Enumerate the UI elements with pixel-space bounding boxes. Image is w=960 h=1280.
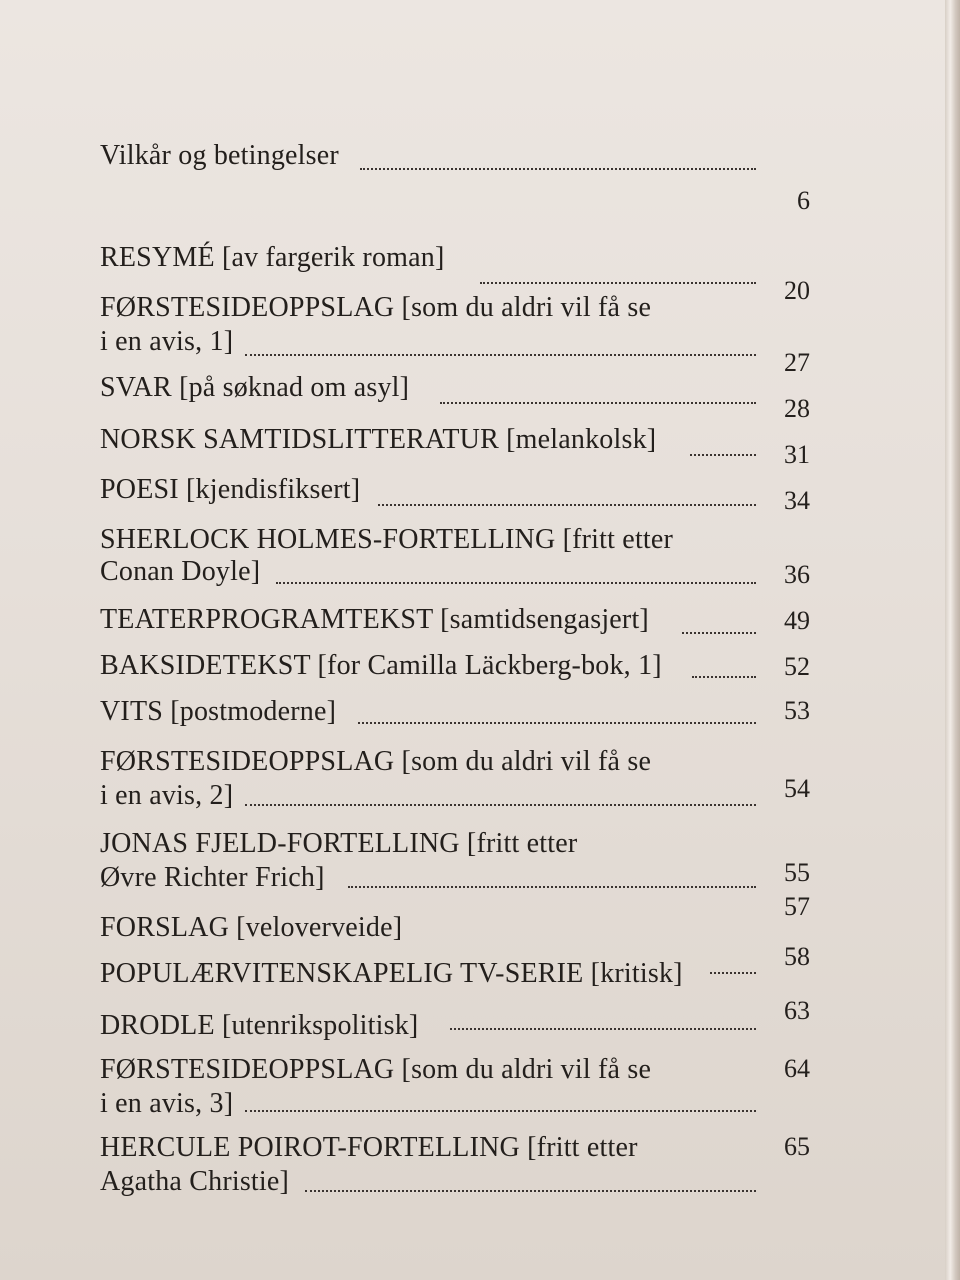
toc-entry-page-number: 20 [784, 276, 810, 305]
page-edge [945, 0, 960, 1280]
toc-entry [100, 474, 810, 520]
dot-leader [245, 804, 756, 806]
toc-entry-title: NORSK SAMTIDSLITTERATUR [melankolsk] [100, 424, 657, 455]
toc-entry-page-number: 6 [797, 186, 810, 215]
toc-entry [100, 746, 810, 826]
toc-entry-page-number: 28 [784, 394, 810, 423]
toc-entry-title: FØRSTESIDEOPPSLAG [som du aldri vil få se [100, 292, 652, 323]
dot-leader [710, 972, 756, 974]
toc-entry-page-number: 63 [784, 996, 810, 1025]
toc-entry-title: FØRSTESIDEOPPSLAG [som du aldri vil få se [100, 1054, 652, 1085]
toc-entry [100, 1054, 810, 1134]
toc-entry-page-number: 57 [784, 892, 810, 921]
toc-entry-title: FØRSTESIDEOPPSLAG [som du aldri vil få se [100, 746, 652, 777]
toc-entry [100, 140, 810, 220]
toc-entry-title-continued: Conan Doyle] [100, 556, 261, 587]
toc-entry-title: SHERLOCK HOLMES-FORTELLING [fritt etter [100, 524, 674, 555]
toc-entry-page-number: 52 [784, 652, 810, 681]
toc-entry-page-number: 54 [784, 774, 810, 803]
toc-entry-title: TEATERPROGRAMTEKST [samtidsengasjert] [100, 604, 649, 635]
toc-entry-title: HERCULE POIROT-FORTELLING [fritt etter [100, 1132, 638, 1163]
toc-entry-title: RESYMÉ [av fargerik roman] [100, 242, 445, 273]
toc-entry [100, 1132, 810, 1212]
toc-entry [100, 696, 810, 742]
toc-entry-title: BAKSIDETEKST [for Camilla Läckberg-bok, 1] [100, 650, 662, 681]
toc-entry-title: SVAR [på søknad om asyl] [100, 372, 410, 403]
toc-entry-page-number: 55 [784, 858, 810, 887]
dot-leader [360, 168, 756, 170]
toc-entry [100, 942, 810, 1004]
dot-leader [348, 886, 756, 888]
dot-leader [692, 676, 756, 678]
dot-leader [245, 354, 756, 356]
toc-entry-title: POPULÆRVITENSKAPELIG TV-SERIE [kritisk] [100, 958, 683, 989]
dot-leader [358, 722, 756, 724]
toc-entry [100, 372, 810, 423]
toc-entry [100, 996, 810, 1056]
toc-entry-page-number: 49 [784, 606, 810, 635]
toc-entry-page-number: 27 [784, 348, 810, 377]
dot-leader [450, 1028, 756, 1030]
dot-leader [690, 454, 756, 456]
toc-entry-title: FORSLAG [veloverveide] [100, 912, 403, 943]
toc-entry-page-number: 64 [784, 1054, 810, 1083]
toc-entry-page-number: 58 [784, 942, 810, 971]
toc-entry-page-number: 53 [784, 696, 810, 725]
dot-leader [305, 1190, 756, 1192]
toc-entry-page-number: 34 [784, 486, 810, 515]
toc-entry-title: DRODLE [utenrikspolitisk] [100, 1010, 419, 1041]
toc-entry-page-number: 65 [784, 1132, 810, 1161]
toc-entry-title-continued: Agatha Christie] [100, 1166, 290, 1197]
toc-entry [100, 424, 810, 470]
toc-entry-title-continued: i en avis, 1] [100, 326, 234, 357]
dot-leader [378, 504, 756, 506]
toc-entry [100, 292, 810, 377]
toc-entry-page-number: 31 [784, 440, 810, 469]
dot-leader [276, 582, 756, 584]
toc-entry-title-continued: i en avis, 3] [100, 1088, 234, 1119]
toc-entry-title: Vilkår og betingelser [100, 140, 339, 171]
toc-entry [100, 242, 810, 305]
toc-entry-page-number: 36 [784, 560, 810, 589]
toc-entry [100, 604, 810, 650]
toc-entry [100, 650, 810, 696]
toc-entry [100, 828, 810, 908]
toc-entry-title: POESI [kjendisfiksert] [100, 474, 361, 505]
dot-leader [245, 1110, 756, 1112]
toc-entry [100, 524, 810, 604]
toc-entry-title: JONAS FJELD-FORTELLING [fritt etter [100, 828, 578, 859]
toc-entry-title-continued: i en avis, 2] [100, 780, 234, 811]
dot-leader [480, 282, 756, 284]
dot-leader [682, 632, 756, 634]
toc-entry-title-continued: Øvre Richter Frich] [100, 862, 325, 893]
toc-entry [100, 892, 810, 958]
dot-leader [440, 402, 756, 404]
toc-entry-title: VITS [postmoderne] [100, 696, 337, 727]
